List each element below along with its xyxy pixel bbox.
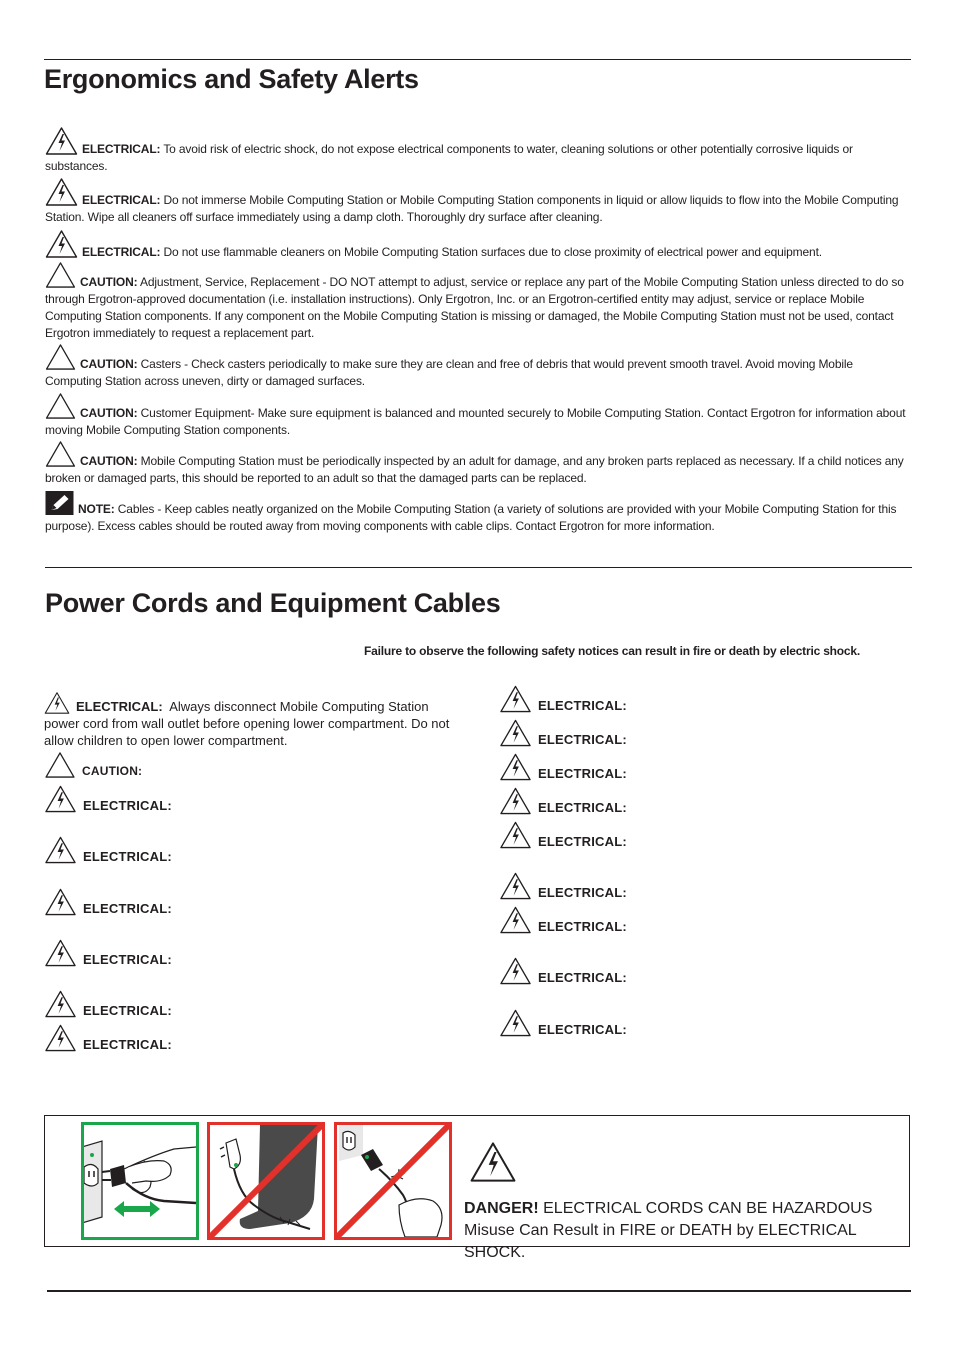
right-warning-electrical [500,685,627,713]
alert-caution-inspection [45,441,911,487]
warning-label: ELECTRICAL: [538,970,627,985]
left-warning-electrical [45,836,172,864]
danger-line1: ELECTRICAL CORDS CAN BE HAZARDOUS [543,1200,873,1217]
electrical-hazard-icon [500,872,531,900]
electrical-hazard-icon [500,906,531,934]
left-warning-electrical [45,888,172,916]
warning-label: ELECTRICAL: [83,1037,172,1052]
electrical-hazard-icon [500,753,531,781]
alert-text: Do not use flammable cleaners on Mobile Computing Station surfaces due to close proximity of electrical power and equipment. [163,245,822,259]
section1-title: Ergonomics and Safety Alerts [44,64,419,94]
alert-text: To avoid risk of electric shock, do not expose electrical components to water, cleaning solutions or other potentially corrosive liquids or substances. [45,142,853,173]
electrical-hazard-icon [500,957,531,985]
top-rule [44,59,911,60]
warning-label: ELECTRICAL: [538,800,627,815]
warning-label: ELECTRICAL: [83,798,172,813]
warning-label: ELECTRICAL: [538,1022,627,1037]
warning-label: CAUTION: [82,764,143,778]
alert-text: Casters - Check casters periodically to make sure they are clean and free of debris that would prevent smooth travel. Avoid moving Mobile Computing Station across uneven, dirty or damaged surfaces. [45,357,853,388]
alert-text: Mobile Computing Station must be periodically inspected by an adult for damage, and any broken parts replaced as necessary. If a child notices any broken or damaged parts, this should be reported to an adult so that the damaged parts can be replaced. [45,454,904,485]
right-warning-electrical [500,957,627,985]
warning-label: ELECTRICAL: [538,919,627,934]
alert-label: ELECTRICAL: [82,193,161,207]
electrical-hazard-icon [470,1142,516,1182]
electrical-hazard-icon [45,127,78,155]
warning-label: ELECTRICAL: [83,901,172,916]
right-warning-electrical [500,719,627,747]
alert-electrical-water [45,127,911,175]
right-warning-electrical [500,787,627,815]
alert-label: ELECTRICAL: [82,142,161,156]
no-pulling-by-cord-illustration [334,1122,452,1240]
alert-label: CAUTION: [80,275,138,289]
caution-icon [45,441,76,467]
alert-electrical-flammable [45,230,911,261]
warning-label: ELECTRICAL: [83,952,172,967]
alert-label: ELECTRICAL: [82,245,161,259]
electrical-hazard-icon [500,685,531,713]
caution-icon [45,262,76,288]
alert-label: ELECTRICAL: [76,699,163,714]
right-warning-electrical [500,821,627,849]
danger-box [44,1115,910,1261]
electrical-hazard-icon [500,719,531,747]
right-warning-electrical [500,753,627,781]
left-warning-electrical [45,990,172,1018]
caution-icon [45,344,76,370]
danger-label: DANGER! [464,1200,539,1217]
alert-label: CAUTION: [80,357,138,371]
electrical-hazard-icon [44,692,70,714]
caution-icon [45,752,75,778]
alert-label: CAUTION: [80,454,138,468]
right-warning-electrical [500,872,627,900]
danger-message [464,1198,909,1264]
electrical-hazard-icon [45,1024,76,1052]
no-stepping-on-cord-illustration [207,1122,325,1240]
left-warning-electrical [45,785,172,813]
warning-label: ELECTRICAL: [538,766,627,781]
warning-label: ELECTRICAL: [538,698,627,713]
warning-label: ELECTRICAL: [538,732,627,747]
alert-label: NOTE: [78,502,115,516]
alert-caution-equipment [45,393,911,439]
section-divider [45,567,912,568]
alert-text: Adjustment, Service, Replacement - DO NOT attempt to adjust, service or replace any part of the Mobile Computing Station unless directed to do so through Ergotron-approved documentation (i.e. installation instructions). Only Ergotron, Inc. or an Ergotron-certified entity may adjust, service or replace Mobile Computing Station components. If any component on the Mobile Computing Station is missing or damaged, the Mobile Computing Station must not be used, contact Ergotron immediately to request a replacement part. [45,275,904,340]
left-warning-electrical [45,939,172,967]
electrical-hazard-icon [45,888,76,916]
warning-label: ELECTRICAL: [538,885,627,900]
section2-title: Power Cords and Equipment Cables [45,588,501,618]
right-warning-electrical [500,906,627,934]
alert-caution-service [45,262,911,342]
warning-label: ELECTRICAL: [538,834,627,849]
electrical-hazard-icon [45,230,78,258]
bottom-rule [47,1290,911,1292]
warning-label: ELECTRICAL: [83,849,172,864]
alert-electrical-immerse [45,178,911,226]
alert-label: CAUTION: [80,406,138,420]
danger-line2: Misuse Can Result in FIRE or DEATH by ELECTRICAL SHOCK. [464,1222,857,1261]
note-pencil-icon [45,491,74,515]
alert-text: Cables - Keep cables neatly organized on the Mobile Computing Station (a variety of solutions are provided with your Mobile Computing Station for this purpose). Excess cables should be routed away from moving components with cable clips. Contact Ergotron for more information. [45,502,897,533]
electrical-hazard-icon [500,787,531,815]
alert-caution-casters [45,344,911,390]
alert-note-cables [45,491,911,535]
electrical-hazard-icon [45,785,76,813]
electrical-hazard-icon [45,939,76,967]
alert-text: Customer Equipment- Make sure equipment is balanced and mounted securely to Mobile Computing Station. Contact Ergotron for information about moving Mobile Computing Station components. [45,406,906,437]
unplug-correct-illustration [81,1122,199,1240]
electrical-hazard-icon [45,990,76,1018]
caution-icon [45,393,76,419]
electrical-hazard-icon [500,821,531,849]
electrical-hazard-icon [45,178,78,206]
warning-label: ELECTRICAL: [83,1003,172,1018]
electrical-hazard-icon [45,836,76,864]
alert-text: Do not immerse Mobile Computing Station or Mobile Computing Station components in liquid or allow liquids to flow into the Mobile Computing Station. Wipe all cleaners off surface immediately using a damp cloth. Thoroughly dry surface after cleaning. [45,193,899,224]
alert-disconnect-power [44,692,464,749]
left-warning-electrical [45,1024,172,1052]
alert-text: Always disconnect Mobile Computing Station power cord from wall outlet before opening lower compartment. Do not allow children to open lower compartment. [44,699,450,748]
right-warning-electrical [500,1009,627,1037]
electrical-hazard-icon [500,1009,531,1037]
safety-notice: Failure to observe the following safety notices can result in fire or death by electric shock. [364,644,861,658]
left-warning-caution [45,752,142,778]
